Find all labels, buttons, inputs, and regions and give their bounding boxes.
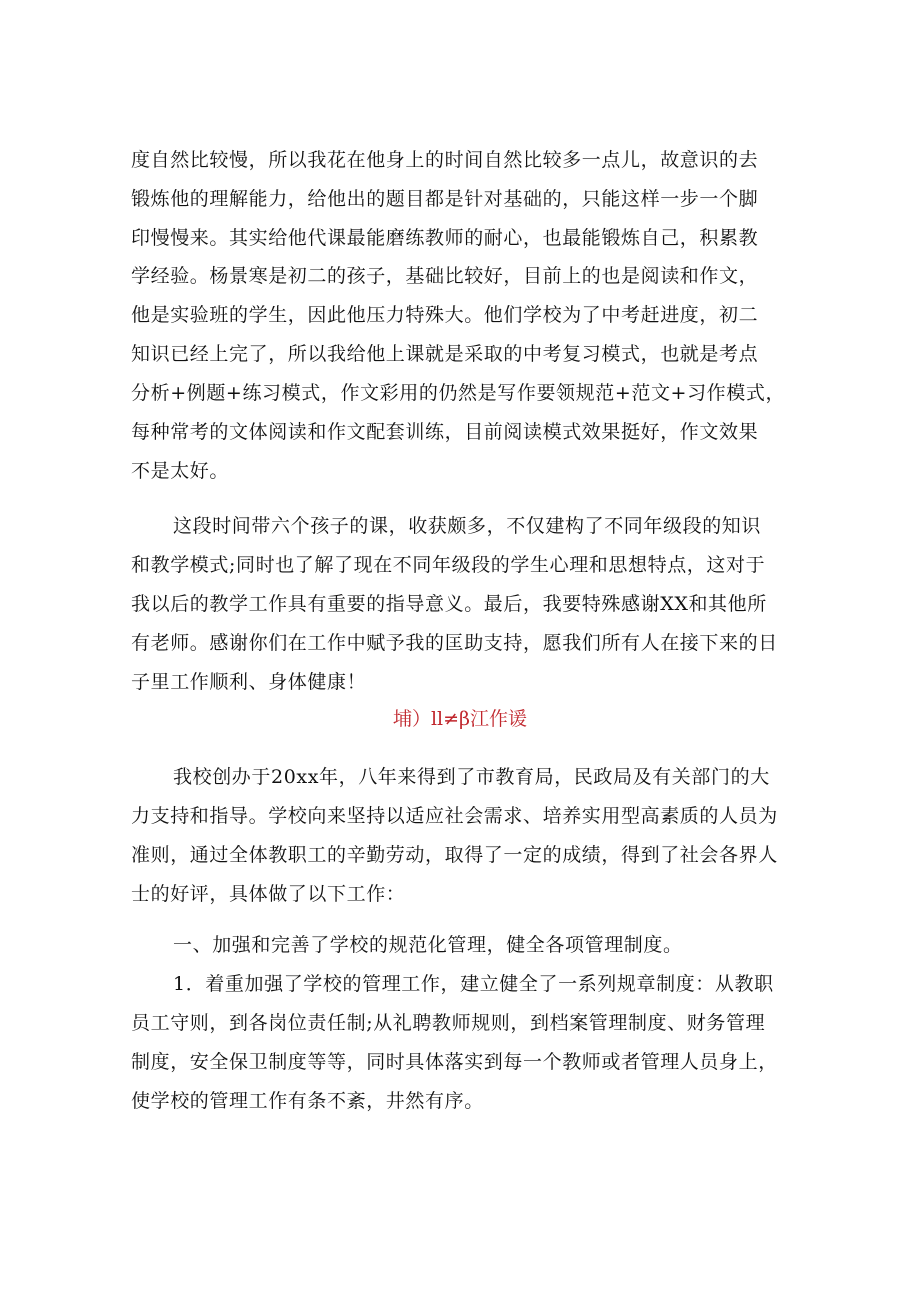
text-line: 一、加强和完善了学校的规范化管理，健全各项管理制度。 bbox=[173, 934, 683, 956]
text-line: 士的好评，具体做了以下工作： bbox=[131, 883, 406, 905]
text-line: 有老师。感谢你们在工作中赋予我的匡助支持，愿我们所有人在接下来的日 bbox=[131, 632, 778, 654]
text-line: 子里工作顺利、身体健康！ bbox=[131, 671, 367, 693]
text-line: 不是太好。 bbox=[131, 460, 230, 482]
text-line: 1．着重加强了学校的管理工作，建立健全了一系列规章制度：从教职 bbox=[173, 973, 774, 995]
text-line: 每种常考的文体阅读和作文配套训练，目前阅读模式效果挺好，作文效果 bbox=[131, 421, 759, 443]
text-line: 我以后的教学工作具有重要的指导意义。最后，我要特殊感谢XX和其他所 bbox=[131, 593, 767, 615]
text-line: 员工守则，到各岗位责任制;从礼聘教师规则，到档案管理制度、财务管理 bbox=[131, 1012, 766, 1034]
text-line: 准则，通过全体教职工的辛勤劳动，取得了一定的成绩，得到了社会各界人 bbox=[131, 844, 778, 866]
text-line: 知识已经上完了，所以我给他上课就是采取的中考复习模式，也就是考点 bbox=[131, 343, 759, 365]
text-line: 制度，安全保卫制度等等，同时具体落实到每一个教师或者管理人员身上， bbox=[131, 1051, 778, 1073]
text-line: 和教学模式;同时也了解了现在不同年级段的学生心理和思想特点，这对于 bbox=[131, 554, 766, 576]
text-line: 分析+例题+练习模式，作文彩用的仍然是写作要领规范+范文+习作模式， bbox=[131, 382, 786, 404]
text-line: 这段时间带六个孩子的课，收获颇多，不仅建构了不同年级段的知识 bbox=[173, 515, 762, 537]
text-line: 锻炼他的理解能力，给他出的题目都是针对基础的，只能这样一步一个脚 bbox=[131, 188, 759, 210]
text-line: 使学校的管理工作有条不紊，井然有序。 bbox=[131, 1090, 484, 1112]
text-line: 学经验。杨景寒是初二的孩子，基础比较好，目前上的也是阅读和作文， bbox=[131, 265, 759, 287]
text-line: 他是实验班的学生，因此他压力特殊大。他们学校为了中考赶进度，初二 bbox=[131, 304, 759, 326]
text-line: 力支持和指导。学校向来坚持以适应社会需求、培养实用型高素质的人员为 bbox=[131, 805, 778, 827]
text-line: 我校创办于20xx年，八年来得到了市教育局，民政局及有关部门的大 bbox=[173, 766, 770, 788]
section-heading: 埔）ll≠β江作谖 bbox=[392, 708, 528, 730]
text-line: 度自然比较慢，所以我花在他身上的时间自然比较多一点儿，故意识的去 bbox=[131, 149, 759, 171]
text-line: 印慢慢来。其实给他代课最能磨练教师的耐心，也最能锻炼自己，积累教 bbox=[131, 227, 759, 249]
